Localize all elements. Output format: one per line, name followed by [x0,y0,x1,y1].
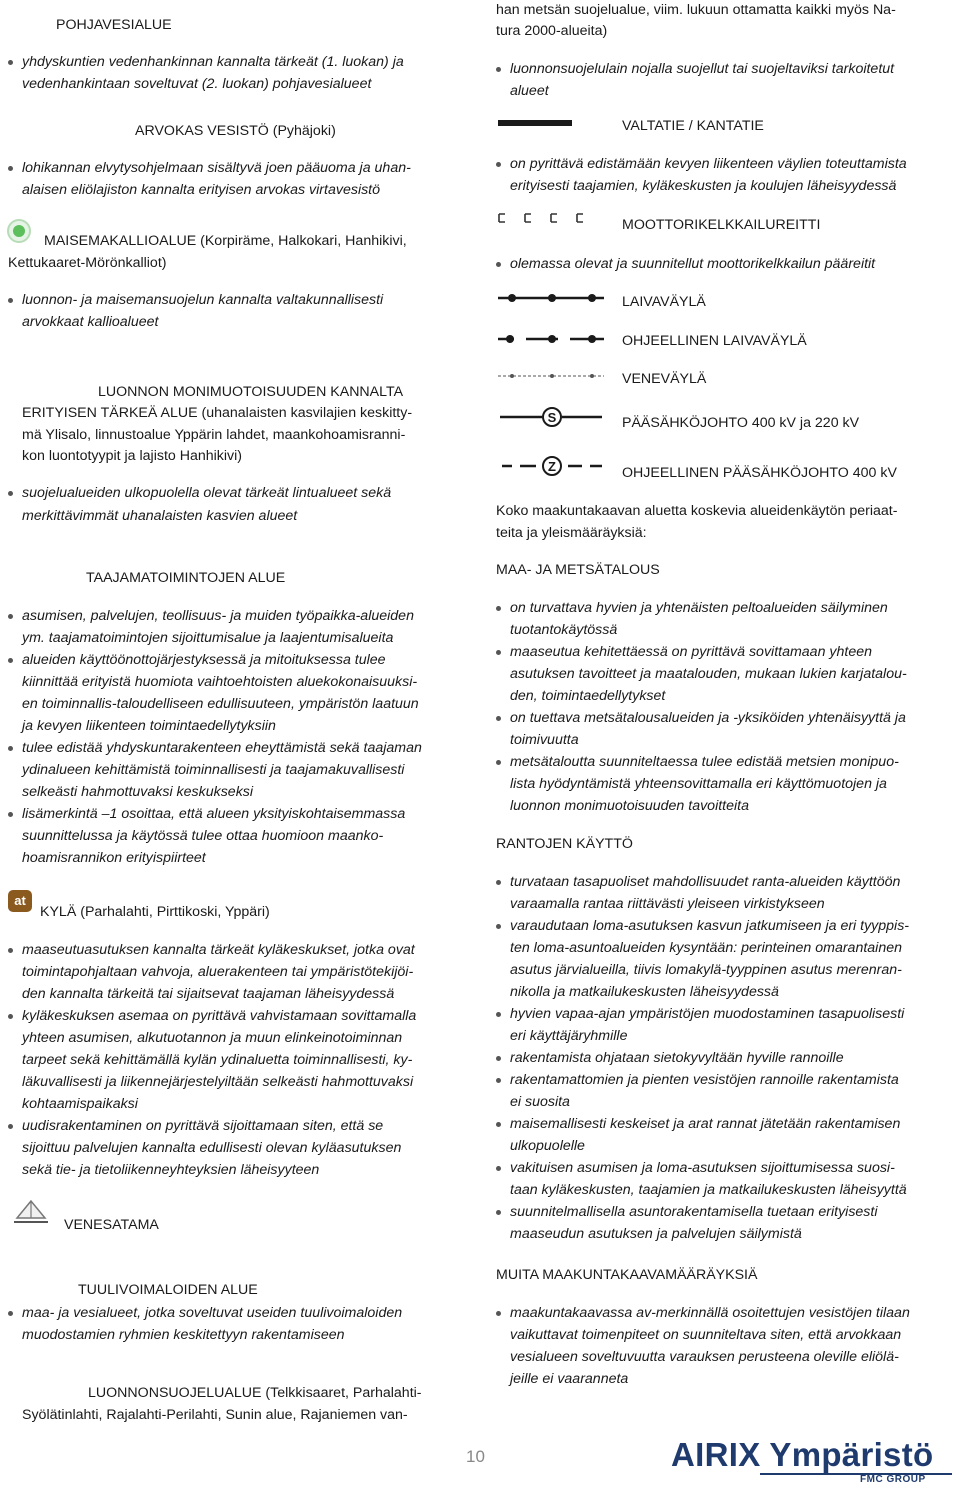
taajama-bullet-line: hoamisrannikon erityispiirteet [22,850,206,866]
arvokas-vesisto-desc-1: lohikannan elvytysohjelmaan sisältyvä joen pääuoma ja uhan- [22,160,411,176]
guiding-shipping-lane-symbol [496,331,606,347]
kyla-bullet-line: den kannalta tärkeitä tai sijaitsevat taajaman läheisyydessä [22,986,395,1002]
bullet-dot [8,166,13,171]
bullet-dot [496,716,501,721]
muita-bullet-line: vesialueen soveltuvuutta varauksen perusteena oleville eliölä- [510,1349,899,1365]
rannat-bullet-line: rakentamista ohjataan sietokyvyltään hyville rannoille [510,1050,844,1066]
monimuotoisuus-desc-2: merkittävimmät uhanalaisten kasvien alueet [22,508,298,524]
power-line-symbol-letter: S [547,410,557,425]
kyla-bullet-line: sekä tie- ja tietoliikenneyhteyksien läheisyyteen [22,1162,320,1178]
tuulivoima-desc-2: muodostamien ryhmien keskitettyyn rakentamiseen [22,1327,345,1343]
arvokas-vesisto-title: ARVOKAS VESISTÖ (Pyhäjoki) [135,123,336,139]
bullet-dot [8,948,13,953]
pohjavesialue-desc-2: vedenhankintaan soveltuvat (2. luokan) pohjavesialueet [22,76,372,92]
moottorikelkka-desc: olemassa olevat ja suunnitellut moottorikelkkailun pääreitit [510,256,876,272]
rannat-bullet-line: vakituisen asumisen ja loma-asutuksen sijoittumisessa suosi- [510,1160,895,1176]
valtatie-desc-1: on pyrittävä edistämään kevyen liikenteen väylien toteuttamista [510,156,907,172]
kyla-bullet-line: maaseutuasutuksen kannalta tärkeät kyläkeskukset, jotka ovat [22,942,415,958]
taajama-bullet-line: selkeästi hahmottuvaksi keskukseksi [22,784,254,800]
rannat-bullet-line: nikolla ja matkailukeskusten läheisyydessä [510,984,779,1000]
maa-metsatalous-bullet-line: asutuksen tavoitteet ja maatalouden, mukaan lukien karjatalou- [510,666,907,682]
bullet-dot [8,658,13,663]
bullet-dot [8,1124,13,1129]
guiding-power-line-symbol [496,454,606,478]
bullet-dot [8,298,13,303]
maa-metsatalous-bullet-line: maaseutua kehitettäessä on pyrittävä sovittamaan yhteen [510,644,872,660]
snowmobile-route-symbol [496,210,606,230]
monimuotoisuus-desc-1: suojelualueiden ulkopuolella olevat tärkeät lintualueet sekä [22,485,392,501]
rannat-bullet-line: varaudutaan loma-asutuksen kasvun jatkumiseen ja eri tyyppis- [510,918,910,934]
bullet-dot [496,1012,501,1017]
kyla-bullet-line: läkuvallisesti ja liikennejärjestelyiltään selkeästi hahmottuvaksi [22,1074,414,1090]
maa-metsatalous-bullet-line: toimivuutta [510,732,579,748]
valtatie-title: VALTATIE / KANTATIE [622,118,764,134]
highway-line-symbol [496,116,576,130]
bullet-dot [8,812,13,817]
tuulivoima-desc-1: maa- ja vesialueet, jotka soveltuvat useiden tuulivoimaloiden [22,1305,403,1321]
kyla-bullet-line: tarpeet sekä kehittämällä kylän ydinaluetta toiminnallisesti, ky- [22,1052,413,1068]
shipping-lane-symbol [496,290,606,306]
moottorikelkka-title: MOOTTORIKELKKAILUREITTI [622,217,821,233]
taajama-bullet-line: suunnittelussa ja käytössä tulee ottaa huomioon maanko- [22,828,384,844]
kyla-bullet-line: yhteen asumisen, alkutuotannon ja muun elinkeinotoiminnan [22,1030,403,1046]
monimuotoisuus-title-1: LUONNON MONIMUOTOISUUDEN KANNALTA [98,384,404,400]
bullet-dot [496,1166,501,1171]
muita-bullet-line: jeille ei vaaranneta [510,1371,629,1387]
luonnonsuojelu-title-1: LUONNONSUOJELUALUE (Telkkisaaret, Parhalahti- [88,1385,422,1401]
taajama-bullet-line: asumisen, palvelujen, teollisuus- ja muiden työpaikka-alueiden [22,608,414,624]
harbor-icon [12,1198,50,1228]
company-logo-text: AIRIX Ympäristö [671,1436,934,1473]
bullet-dot [8,1014,13,1019]
bullet-dot [496,1311,501,1316]
bullet-dot [496,162,501,167]
tuulivoima-title: TUULIVOIMALOIDEN ALUE [78,1282,258,1298]
muita-title: MUITA MAAKUNTAKAAVAMÄÄRÄYKSIÄ [496,1267,758,1283]
bullet-dot [8,491,13,496]
rannat-bullet-line: varaamalla rantaa riittävästi yleiseen virkistykseen [510,896,825,912]
page-number: 10 [466,1447,485,1466]
venesatama-title: VENESATAMA [64,1217,159,1233]
rantojen-kaytto-title: RANTOJEN KÄYTTÖ [496,836,633,852]
bullet-dot [496,1210,501,1215]
luonnonsuojelu-desc-1: luonnonsuojelulain nojalla suojellut tai suojeltaviksi tarkoitetut [510,61,895,77]
taajama-bullet-line: kiinnittää erityistä huomiota vaihtoehtoisten aluekokonaisuuksi- [22,674,418,690]
maa-metsatalous-bullet-line: on tuettava metsätalousalueiden ja -yksiköiden yhtenäisyyttä ja [510,710,906,726]
maisemakallio-desc-1: luonnon- ja maisemansuojelun kannalta valtakunnallisesti [22,292,384,308]
monimuotoisuus-title-3: mä Ylisalo, linnustoalue Yppärin lahdet, maankohoamisranni- [22,427,406,443]
luonnonsuojelu-desc-2: alueet [510,83,549,99]
muita-bullet-line: maakuntakaavassa av-merkinnällä osoitettujen vesistöjen tilaan [510,1305,910,1321]
maa-metsatalous-bullet-line: tuotantokäytössä [510,622,618,638]
luonnonsuojelu-cont-1: han metsän suojelualue, viim. lukuun ottamatta kaikki myös Na- [496,2,896,18]
kyla-bullet-line: sijoittuu palvelujen kannalta edullisesti olevan kyläasutuksen [22,1140,402,1156]
bullet-dot [496,924,501,929]
ohjeellinen-laivavayla-title: OHJEELLINEN LAIVAVÄYLÄ [622,333,807,349]
luonnonsuojelu-title-2: Syölätinlahti, Rajalahti-Perilahti, Sunin alue, Rajaniemen van- [22,1407,408,1423]
rannat-bullet-line: suunnitelmallisella asuntorakentamisella tuetaan erityisesti [510,1204,878,1220]
rannat-bullet-line: turvataan tasapuoliset mahdollisuudet ranta-alueiden käyttöön [510,874,901,890]
kyla-bullet-line: toimintapohjaltaan vahvoja, aluerakenteen tai ympäristötekijöi- [22,964,414,980]
paasahkojohto-title: PÄÄSÄHKÖJOHTO 400 kV ja 220 kV [622,415,860,431]
maa-metsatalous-title: MAA- JA METSÄTALOUS [496,562,660,578]
maa-metsatalous-bullet-line: lista hyödyntämistä yhteensovittamalla eri käyttömuotojen ja [510,776,887,792]
taajama-bullet-line: lisämerkintä –1 osoittaa, että alueen yksityiskohtaisemmassa [22,806,406,822]
laivavayla-title: LAIVAVÄYLÄ [622,294,706,310]
kyla-bullet-line: kyläkeskuksen asemaa on pyrittävä vahvistamaan sovittamalla [22,1008,417,1024]
power-line-symbol [496,405,606,429]
kyla-title: KYLÄ (Parhalahti, Pirttikoski, Yppäri) [40,904,270,920]
boat-route-symbol [496,370,606,382]
rannat-bullet-line: ei suosita [510,1094,570,1110]
valtatie-desc-2: erityisesti taajamien, kyläkeskusten ja koulujen läheisyydessä [510,178,897,194]
kyla-bullet-line: uudisrakentaminen on pyrittävä sijoittamaan siten, että se [22,1118,384,1134]
green-circle-icon [6,218,32,244]
bullet-dot [8,60,13,65]
taajama-bullet-line: ym. taajamatoimintojen sijoittumisalue ja laajentumisalueita [22,630,394,646]
bullet-dot [496,1078,501,1083]
rannat-bullet-line: ulkopuolelle [510,1138,585,1154]
rannat-bullet-line: eri käyttäjäryhmille [510,1028,628,1044]
maa-metsatalous-bullet-line: luonnon monimuotoisuuden tavoitteita [510,798,749,814]
bullet-dot [8,746,13,751]
company-logo-subtext: FMC GROUP [860,1474,926,1485]
rannat-bullet-line: ten loma-asuntoalueiden kysyntään: perinteinen omarantainen [510,940,902,956]
pohjavesialue-desc-1: yhdyskuntien vedenhankinnan kannalta tärkeät (1. luokan) ja [22,54,404,70]
bullet-dot [496,880,501,885]
taajama-bullet-line: ja kevyen liikenteen toimintaedellytyksiin [22,718,276,734]
taajama-bullet-line: alueiden käyttöönottojärjestyksessä ja mitoituksessa tulee [22,652,386,668]
maisemakallio-desc-2: arvokkaat kallioalueet [22,314,159,330]
luonnonsuojelu-cont-2: tura 2000-alueita) [496,23,608,39]
bullet-dot [496,606,501,611]
ohjeellinen-paasahkojohto-title: OHJEELLINEN PÄÄSÄHKÖJOHTO 400 kV [622,465,897,481]
maa-metsatalous-bullet-line: metsätaloutta suunniteltaessa tulee edistää metsien monipuo- [510,754,899,770]
bullet-dot [496,1122,501,1127]
bullet-dot [8,614,13,619]
intro-1: Koko maakuntakaavan aluetta koskevia alueidenkäytön periaat- [496,503,898,519]
bullet-dot [496,1056,501,1061]
bullet-dot [496,262,501,267]
arvokas-vesisto-desc-2: alaisen eliölajiston kannalta erityisen arvokas virtavesistö [22,182,381,198]
muita-bullet-line: vaikuttavat toimenpiteet on suunniteltava siten, että arvokkaan [510,1327,902,1343]
venevayla-title: VENEVÄYLÄ [622,371,707,387]
bullet-dot [496,67,501,72]
guiding-power-line-symbol-letter: Z [548,459,556,474]
taajama-bullet-line: ydinalueen kehittämistä toiminnallisesti ja taajamakuvallisesti [22,762,405,778]
intro-2: teita ja yleismääräyksiä: [496,525,647,541]
rannat-bullet-line: maaseudun asutuksen ja palvelujen säilymistä [510,1226,802,1242]
maisemakallio-title-1: MAISEMAKALLIOALUE (Korpiräme, Halkokari, Hanhikivi, [44,233,407,249]
rannat-bullet-line: maisemallisesti keskeiset ja arat rannat jätetään rakentamisen [510,1116,901,1132]
maa-metsatalous-bullet-line: den, toimintaedellytykset [510,688,666,704]
rannat-bullet-line: hyvien vapaa-ajan ympäristöjen muodostaminen tasapuolisesti [510,1006,905,1022]
taajama-title: TAAJAMATOIMINTOJEN ALUE [86,570,286,586]
taajama-bullet-line: tulee edistää yhdyskuntarakenteen eheyttämistä sekä taajaman [22,740,422,756]
rannat-bullet-line: rakentamattomien ja pienten vesistöjen rannoille rakentamista [510,1072,899,1088]
monimuotoisuus-title-4: kon luontotyypit ja lajisto Hanhikivi) [22,448,243,464]
kyla-bullet-line: kohtaamispaikaksi [22,1096,138,1112]
rannat-bullet-line: taan kyläkeskusten, taajamien ja matkailukeskusten läheisyyttä [510,1182,907,1198]
village-icon: at [8,890,32,912]
taajama-bullet-line: en toiminnallis-taloudelliseen edullisuuteen, ympäristön laatuun [22,696,419,712]
bullet-dot [496,760,501,765]
bullet-dot [496,650,501,655]
maa-metsatalous-bullet-line: on turvattava hyvien ja yhtenäisten peltoalueiden säilyminen [510,600,888,616]
pohjavesialue-title: POHJAVESIALUE [56,17,172,33]
rannat-bullet-line: asutus järvialueilla, tiivis lomakylä-tyyppinen asutus merenran- [510,962,902,978]
monimuotoisuus-title-2: ERITYISEN TÄRKEÄ ALUE (uhanalaisten kasvilajien keskitty- [22,405,413,421]
bullet-dot [8,1311,13,1316]
maisemakallio-title-2: Kettukaaret-Mörönkalliot) [8,255,167,271]
